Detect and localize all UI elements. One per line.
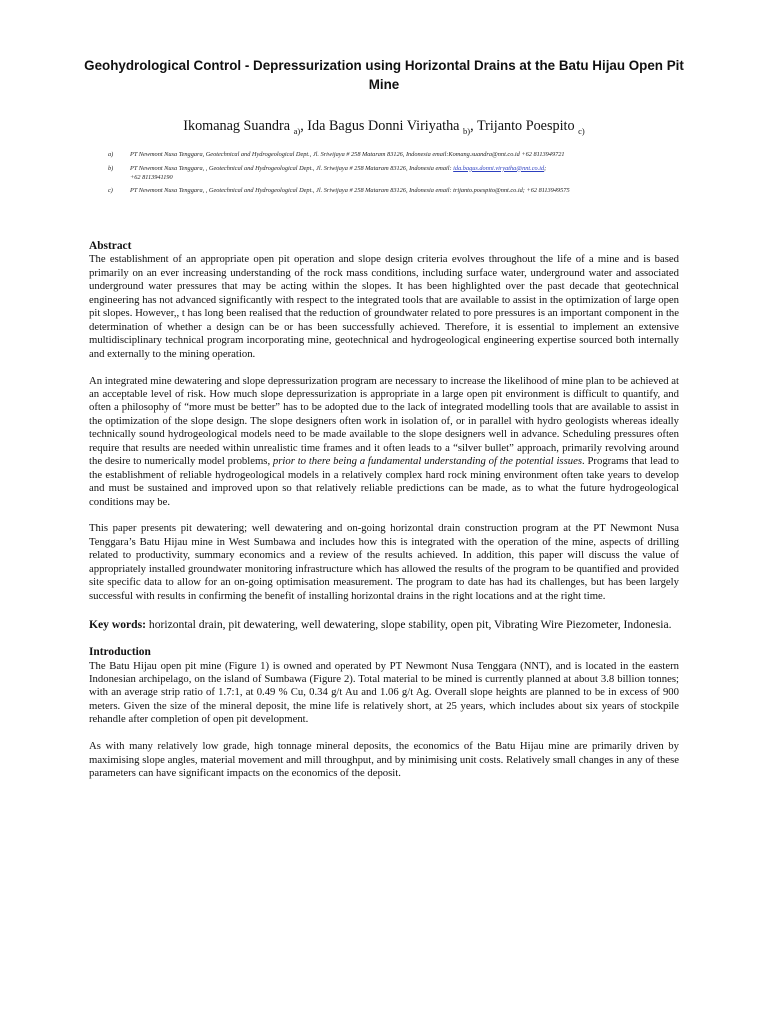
affiliation-label: b) [108, 164, 114, 172]
introduction-paragraph: The Batu Hijau open pit mine (Figure 1) is owned and operated by PT Newmont Nusa Tenggara (NNT), and is located in the eastern Indonesian archipelago, on the island of Sumbawa (Figure 2). Total material to be mined is currently planned at about 3.8 billion tonnes; with an average strip ratio of 1.7:1, at 0.49 % Cu, 0.34 g/t Au and 1.06 g/t Ag. Overall slope heights are planned to be in excess of 900 meters. Given the size of the mineral deposit, the mine life is relatively short, at 25 years, which includes about six years of stockpile rehandle after completion of open pit development. [89, 659, 679, 726]
paragraph-text: An integrated mine dewatering and slope depressurization program are necessary to increase the likelihood of mine plan to be achieved at an acceptable level of risk. How much slope depressurization is appropriate in a large open pit environment is difficult to quantify, and often a philosophy of “more must be better” has to be adopted due to the lack of integrated modelling tools that are available to assist in the optimization of the slope design. The slope designers often work in isolation of, or in parallel with hydro geologists whereas ideally technically sound hydrogeological models need to be made available to the slope designers well in advance. Scheduling pressures often require that results are needed within unrealistic time frames and it often leads to a “silver bullet” approach, primarily revolving around the desire to numerically model problems, [89, 374, 679, 468]
affiliation-a [108, 150, 708, 159]
affiliation-b [108, 164, 708, 182]
abstract-paragraph: This paper presents pit dewatering; well dewatering and on-going horizontal drain construction program at the PT Newmont Nusa Tenggara’s Batu Hijau mine in West Sumbawa and includes how this is integrated with the operation of the mine, aspects of drilling related to productivity, summary economics and a review of the results achieved. In addition, this paper will discuss the value of appropriately installed groundwater monitoring infrastructure which has allowed the results of the program to be quantified and provided site specific data to allow for an on-going optimisation measurement. The program to date has had its challenges, but has been largely successful with results in confirming the benefit of installing horizontal drains in the right locations and at the right time. [89, 522, 679, 602]
introduction-heading: Introduction [89, 646, 151, 659]
author-affiliation-mark: c) [578, 125, 585, 136]
affiliation-text: PT Newmont Nusa Tenggara, , Geotechnical and Hydrogeological Dept., Jl. Sriwijaya # 258 Mataram 83126, Indonesia email: [130, 164, 452, 172]
paper-body [89, 240, 679, 794]
affiliation-text: PT Newmont Nusa Tenggara, Geotechnical and Hydrogeological Dept., Jl. Sriwijaya # 258 Mataram 83126, Indonesia email:Komang.suandra@nnt.co.id +62 8113949721 [130, 151, 565, 158]
author-name: Ikomanag Suandra [183, 118, 291, 134]
author-affiliation-mark: b) [463, 125, 471, 136]
author-name: Ida Bagus Donni Viriyatha [307, 118, 460, 134]
keywords-text: horizontal drain, pit dewatering, well dewatering, slope stability, open pit, Vibrating Wire Piezometer, Indonesia. [146, 617, 672, 631]
author-list: Ikomanag Suandra $_{a)}$, Ida Bagus Donni Viriyatha $_{b)}$, Trijanto Poespito $_{c)}$ [183, 118, 585, 136]
abstract-heading: Abstract [89, 240, 132, 252]
abstract-paragraph: The establishment of an appropriate open pit operation and slope design criteria evolves throughout the life of a mine and is based primarily on an ever increasing understanding of the rock mass conditions, including surface water, underground water and associated underground water pressures that may be acting within the slopes. It has been highlighted over the past decade that geotechnical engineering has not advanced significantly with respect to the integrated tools that are available to assist in the optimization of large open pit slopes. However,, t has long been realised that the reduction of groundwater related to pore pressures is an important component in the determination of whether a design can be or has been successfully achieved. Therefore, it is essential to implement an extensive multidisciplinary technical program incorporating mine, geotechnical and hydrogeological engineering expertise sourced both internally and externally to the mining operation. [89, 253, 679, 360]
affiliation-label: a) [108, 151, 114, 158]
affiliation-label: c) [108, 187, 113, 195]
affiliation-phone: +62 8113941190 [130, 173, 173, 181]
author-name: Trijanto Poespito [476, 118, 575, 134]
introduction-paragraph: As with many relatively low grade, high tonnage mineral deposits, the economics of the Batu Hijau mine are primarily driven by maximising slope angles, material movement and mill throughput, and by minimising unit costs. Relatively small changes in any of these parameters can have significant impacts on the economics of the deposit. [89, 740, 679, 780]
affiliation-text: PT Newmont Nusa Tenggara, , Geotechnical and Hydrogeological Dept., Jl. Sriwijaya # 258 Mataram 83126, Indonesia email: trijanto.poespito@nnt.co.id; +62 8113949575 [130, 187, 570, 195]
affiliation-c [108, 186, 708, 195]
emphasized-text: prior to there being a fundamental understanding of the potential issues [272, 455, 582, 468]
abstract-paragraph [89, 375, 679, 510]
paper-title: Geohydrological Control - Depressurization using Horizontal Drains at the Batu Hijau Open Pit Mine [84, 58, 684, 92]
paragraph-text: . Programs that lead to the establishment of reliable hydrogeological models in a relatively complex hard rock mining environment often take years to develop and must be sustained and improved upon so that relatively reliable predictions can be made, as to what the future hydrogeological conditions may be. [89, 455, 679, 508]
keywords-paragraph [89, 617, 679, 633]
affiliation-punctuation: ; [544, 164, 547, 172]
affiliation-list [108, 150, 708, 200]
author-affiliation-mark: a) [293, 125, 301, 136]
email-link[interactable]: ida.bagus.donni.viryatha@nnt.co.id [453, 164, 545, 172]
keywords-label: Key words: [89, 617, 146, 631]
